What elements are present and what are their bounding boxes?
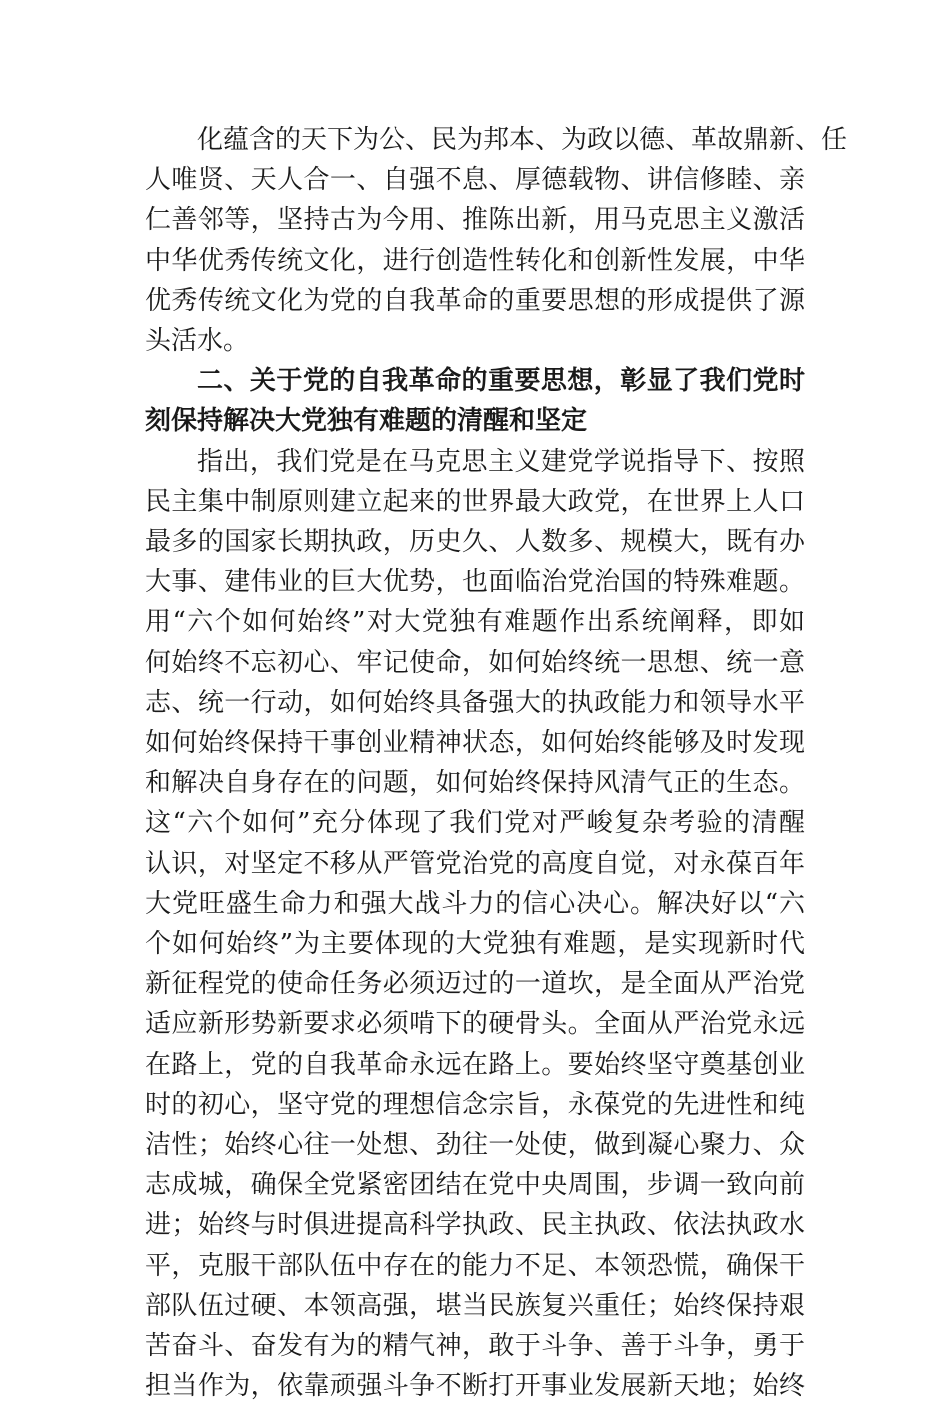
text-line: 部队伍过硬、本领高强，堪当民族复兴重任；始终保持艰 — [145, 1290, 805, 1321]
heading-line: 刻保持解决大党独有难题的清醒和坚定 — [145, 406, 588, 437]
text-line: 担当作为，依靠顽强斗争不断打开事业发展新天地；始终 — [145, 1371, 805, 1402]
text-line: 在路上，党的自我革命永远在路上。要始终坚守奠基创业 — [145, 1049, 805, 1080]
heading-line: 二、关于党的自我革命的重要思想，彰显了我们党时 — [197, 366, 805, 397]
text-line: 大党旺盛生命力和强大战斗力的信心决心。解决好以“六 — [145, 888, 805, 919]
text-line: 如何始终保持干事创业精神状态，如何始终能够及时发现 — [145, 728, 805, 758]
text-line: 志成城，确保全党紧密团结在党中央周围，步调一致向前 — [145, 1170, 805, 1201]
text-line: 个如何始终”为主要体现的大党独有难题，是实现新时代 — [145, 929, 805, 959]
text-line: 这“六个如何”充分体现了我们党对严峻复杂考验的清醒 — [145, 808, 805, 839]
text-line: 大事、建伟业的巨大优势，也面临治党治国的特殊难题。 — [145, 567, 805, 598]
text-line: 化蕴含的天下为公、民为邦本、为政以德、革故鼎新、任 — [197, 125, 848, 155]
text-line: 指出，我们党是在马克思主义建党学说指导下、按照 — [197, 446, 805, 477]
text-line: 平，克服干部队伍中存在的能力不足、本领恐慌，确保干 — [145, 1250, 805, 1281]
text-line: 民主集中制原则建立起来的世界最大政党，在世界上人口 — [145, 486, 805, 517]
text-line: 优秀传统文化为党的自我革命的重要思想的形成提供了源 — [145, 285, 805, 316]
text-line: 人唯贤、天人合一、自强不息、厚德载物、讲信修睦、亲 — [145, 165, 805, 196]
text-line: 进；始终与时俱进提高科学执政、民主执政、依法执政水 — [145, 1210, 805, 1241]
text-line: 仁善邻等，坚持古为今用、推陈出新，用马克思主义激活 — [145, 205, 805, 236]
text-line: 时的初心，坚守党的理想信念宗旨，永葆党的先进性和纯 — [145, 1089, 805, 1120]
text-line: 洁性；始终心往一处想、劲往一处使，做到凝心聚力、众 — [145, 1130, 805, 1160]
text-line: 最多的国家长期执政，历史久、人数多、规模大，既有办 — [145, 527, 805, 557]
text-line: 认识，对坚定不移从严管党治党的高度自觉，对永葆百年 — [145, 848, 805, 879]
text-line: 用“六个如何始终”对大党独有难题作出系统阐释，即如 — [145, 607, 805, 638]
text-line: 头活水。 — [145, 326, 250, 356]
text-line: 何始终不忘初心、牢记使命，如何始终统一思想、统一意 — [145, 647, 805, 678]
text-line: 和解决自身存在的问题，如何始终保持风清气正的生态。 — [145, 768, 805, 799]
text-line: 中华优秀传统文化，进行创造性转化和创新性发展，中华 — [145, 245, 805, 276]
text-line: 适应新形势新要求必须啃下的硬骨头。全面从严治党永远 — [145, 1009, 805, 1040]
text-line: 苦奋斗、奋发有为的精气神，敢于斗争、善于斗争，勇于 — [145, 1331, 805, 1361]
text-line: 新征程党的使命任务必须迈过的一道坎，是全面从严治党 — [145, 969, 805, 1000]
text-line: 志、统一行动，如何始终具备强大的执政能力和领导水平 — [145, 687, 805, 718]
